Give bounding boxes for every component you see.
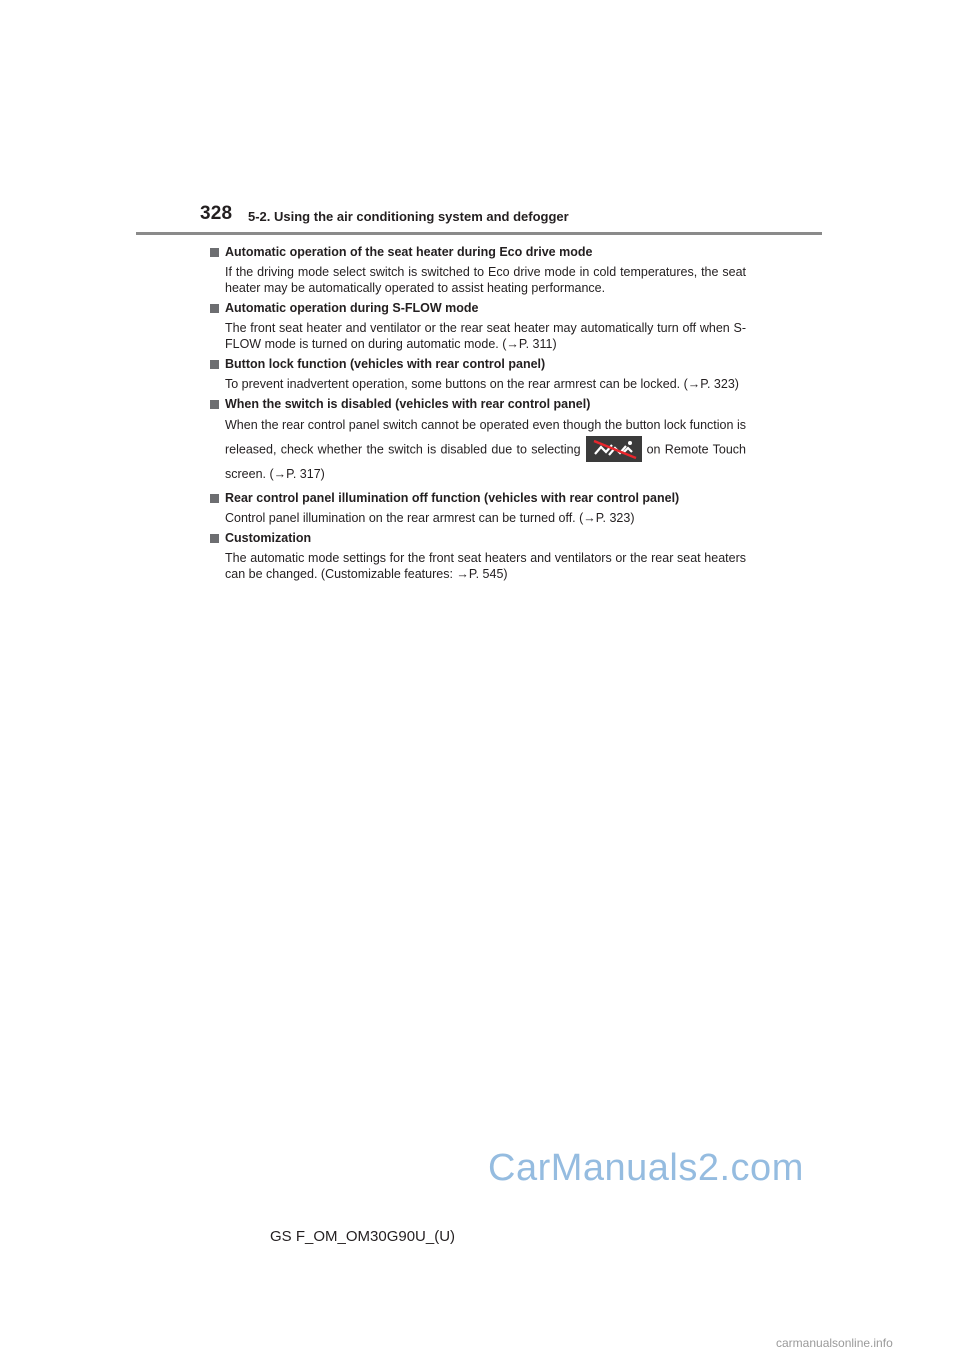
note-text: Control panel illumination on the rear armrest can be turned off. (→P. 323) <box>225 511 635 525</box>
page-header <box>200 203 822 233</box>
corner-watermark: carmanualsonline.info <box>776 1336 893 1350</box>
square-bullet-icon <box>210 400 219 409</box>
note-text-before-icon: When the rear control panel switch cannot be operated even though the button lock function is released, check whether the switch is disabled due to selecting <box>225 418 746 457</box>
square-bullet-icon <box>210 304 219 313</box>
note-customization <box>210 530 746 582</box>
note-text: The automatic mode settings for the front seat heaters and ventilators or the rear seat heaters can be changed. (Customizable features: →P. 545) <box>225 551 746 581</box>
note-text-after-icon: on Remote Touch screen. (→P. 317) <box>225 442 747 481</box>
rear-control-disabled-icon <box>586 436 642 462</box>
page-number: 328 <box>200 203 233 224</box>
document-code: GS F_OM_OM30G90U_(U) <box>270 1228 456 1245</box>
note-text: To prevent inadvertent operation, some buttons on the rear armrest can be locked. (→P. 323) <box>225 377 739 391</box>
section-title: 5-2. Using the air conditioning system and defogger <box>248 209 569 224</box>
note-heading: Customization <box>225 531 312 545</box>
note-switch-disabled <box>210 396 746 486</box>
square-bullet-icon <box>210 494 219 503</box>
square-bullet-icon <box>210 360 219 369</box>
square-bullet-icon <box>210 534 219 543</box>
note-heading: Automatic operation during S-FLOW mode <box>225 301 479 315</box>
note-eco-drive-seat-heater <box>210 244 746 296</box>
note-text: The front seat heater and ventilator or the rear seat heater may automatically turn off when S-FLOW mode is turned on during automatic mode. (→P. 311) <box>225 321 746 351</box>
note-text <box>225 414 746 486</box>
note-heading: Button lock function (vehicles with rear control panel) <box>225 357 546 371</box>
notes-list <box>210 244 746 586</box>
note-heading: Automatic operation of the seat heater during Eco drive mode <box>225 245 593 259</box>
header-divider <box>136 232 822 235</box>
note-heading: Rear control panel illumination off function (vehicles with rear control panel) <box>225 491 680 505</box>
note-s-flow-mode <box>210 300 746 352</box>
note-heading: When the switch is disabled (vehicles with rear control panel) <box>225 397 591 411</box>
note-illumination-off <box>210 490 746 526</box>
note-button-lock <box>210 356 746 392</box>
watermark-logo: CarManuals2.com <box>488 1147 804 1189</box>
square-bullet-icon <box>210 248 219 257</box>
note-text: If the driving mode select switch is switched to Eco drive mode in cold temperatures, the seat heater may be automatically operated to assist heating performance. <box>225 265 746 295</box>
